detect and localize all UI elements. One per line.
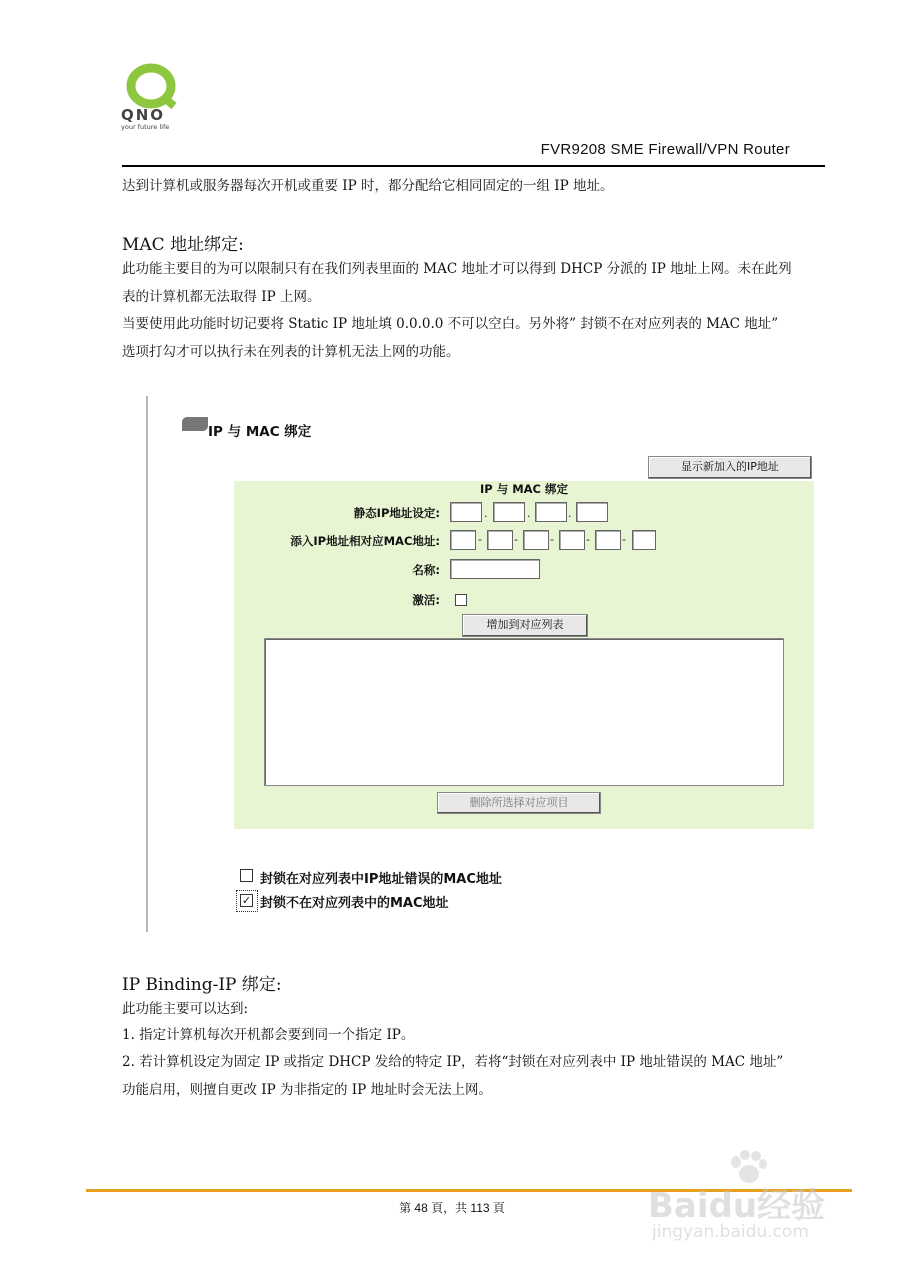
logo-wordmark: QNO xyxy=(121,106,166,124)
block-not-in-list-checkbox[interactable]: ✓ xyxy=(241,894,252,907)
add-to-list-button[interactable]: 增加到对应列表 xyxy=(462,614,588,637)
binding-list[interactable] xyxy=(264,638,784,786)
static-ip-label: 静态IP地址设定: xyxy=(353,506,440,520)
panel-title: IP 与 MAC 绑定 xyxy=(208,424,312,440)
watermark-url: jingyan.baidu.com xyxy=(652,1222,809,1242)
ip-binding-line: 2. 若计算机设定为固定 IP 或指定 DHCP 发给的特定 IP，若将“封锁在对应列表中 IP 地址错误的 MAC 地址” xyxy=(122,1054,784,1070)
activate-label: 激活: xyxy=(412,593,440,607)
static-ip-octet-4[interactable] xyxy=(576,502,608,522)
static-ip-octet-2[interactable] xyxy=(493,502,525,522)
mac-octet-3[interactable] xyxy=(523,530,549,550)
baidu-watermark xyxy=(648,1150,858,1250)
mac-binding-heading: MAC 地址绑定: xyxy=(122,235,244,255)
name-label: 名称: xyxy=(412,563,440,577)
activate-checkbox[interactable] xyxy=(455,594,467,606)
show-new-ip-button[interactable]: 显示新加入的IP地址 xyxy=(648,456,812,479)
header-divider xyxy=(122,165,825,167)
intro-text: 达到计算机或服务器每次开机或重要 IP 时，都分配给它相同固定的一组 IP 地址。 xyxy=(122,178,614,194)
ip-binding-line: 此功能主要可以达到: xyxy=(122,1001,249,1017)
mac-octet-2[interactable] xyxy=(487,530,513,550)
form-title: IP 与 MAC 绑定 xyxy=(479,482,568,496)
ip-binding-heading: IP Binding-IP 绑定: xyxy=(122,975,282,995)
name-input[interactable] xyxy=(450,559,540,579)
static-ip-octet-3[interactable] xyxy=(535,502,567,522)
mac-octet-6[interactable] xyxy=(632,530,656,550)
mac-address-label: 添入IP地址相对应MAC地址: xyxy=(290,534,440,548)
page-number: 第 48 頁，共 113 頁 xyxy=(399,1201,505,1215)
static-ip-octet-1[interactable] xyxy=(450,502,482,522)
block-wrong-ip-label: 封锁在对应列表中IP地址错误的MAC地址 xyxy=(260,872,502,887)
delete-selected-button[interactable]: 删除所选择对应项目 xyxy=(437,792,601,814)
watermark-brand: Baidu经验 xyxy=(648,1186,826,1226)
mac-paragraph-line: 选项打勾才可以执行未在列表的计算机无法上网的功能。 xyxy=(122,344,460,360)
ip-binding-line: 功能启用，则擅自更改 IP 为非指定的 IP 地址时会无法上网。 xyxy=(122,1082,492,1098)
section-tab-icon xyxy=(182,417,208,431)
mac-octet-4[interactable] xyxy=(559,530,585,550)
mac-octet-5[interactable] xyxy=(595,530,621,550)
block-not-in-list-label: 封锁不在对应列表中的MAC地址 xyxy=(260,896,449,911)
mac-paragraph-line: 表的计算机都无法取得 IP 上网。 xyxy=(122,289,321,305)
ip-binding-line: 1. 指定计算机每次开机都会要到同一个指定 IP。 xyxy=(122,1027,415,1043)
logo-tagline: your future life xyxy=(121,123,170,131)
document-header-title: FVR9208 SME Firewall/VPN Router xyxy=(540,141,790,158)
mac-paragraph-line: 此功能主要目的为可以限制只有在我们列表里面的 MAC 地址才可以得到 DHCP 分派的 IP 地址上网。未在此列 xyxy=(122,261,792,277)
mac-paragraph-line: 当要使用此功能时切记要将 Static IP 地址填 0.0.0.0 不可以空白。另外将” 封锁不在对应列表的 MAC 地址” xyxy=(122,316,779,332)
qno-logo xyxy=(118,62,188,132)
block-wrong-ip-checkbox[interactable] xyxy=(240,869,253,882)
mac-octet-1[interactable] xyxy=(450,530,476,550)
